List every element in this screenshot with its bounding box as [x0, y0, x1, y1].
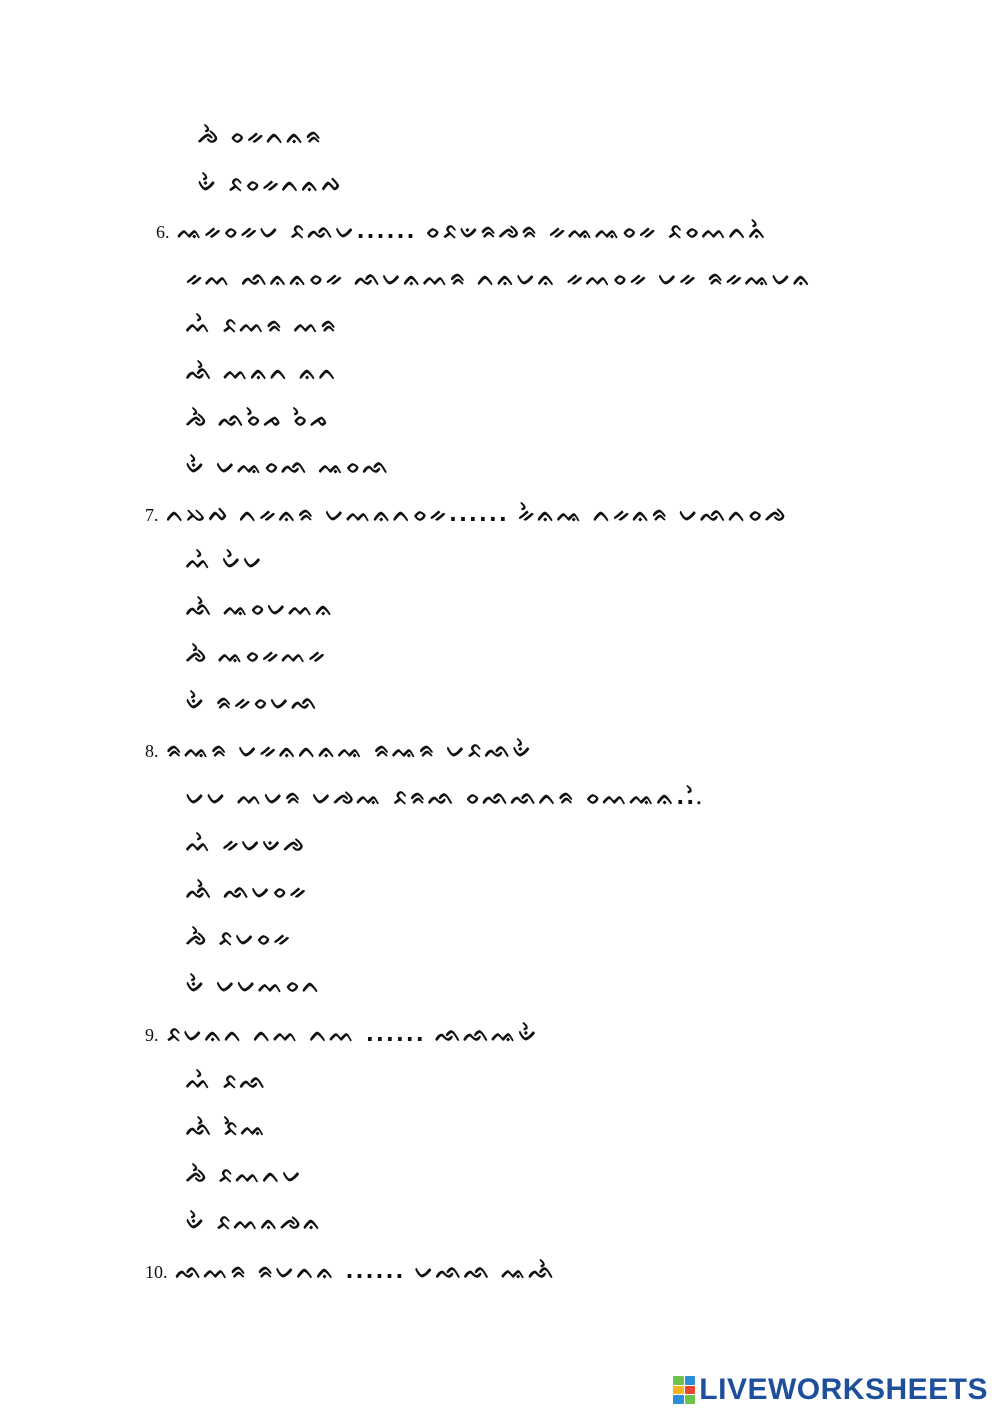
question-8: 8. ᨑᨕᨑ ᨆᨀᨊᨈᨊᨕ ᨑᨕᨑ ᨆᨅᨒᨉᨛ — [145, 738, 534, 762]
logo-text: LIVEWORKSHEETS — [699, 1373, 988, 1406]
answer-option-a-q6: ᨓᨛ ᨅᨓᨑ ᨓᨑ — [186, 313, 339, 337]
answer-option-b-q7: ᨒᨛ ᨕᨔᨆᨓᨊ — [186, 596, 336, 620]
answer-option-d-q6: ᨉᨛ ᨆᨕᨔᨒ ᨕᨔᨒ — [186, 454, 391, 478]
answer-option-a-q9: ᨓᨛ ᨅᨒ — [186, 1069, 268, 1093]
answer-option-c-q6: ᨌᨛ ᨒᨔᨛᨍ ᨔᨛᨍ — [186, 407, 331, 431]
answer-option-a-q8: ᨓᨛ ᨀᨆᨉᨌ — [186, 832, 307, 856]
question-6-continued: ᨀᨓ ᨒᨊᨊᨔᨀ ᨒᨆᨊᨓᨑ ᨈᨊᨆᨊ ᨀᨓᨔᨀ ᨆᨀ ᨑᨀᨕᨆᨊ — [186, 266, 813, 290]
answer-option-d-q9: ᨉᨛ ᨅᨓᨊᨌᨊ — [186, 1210, 323, 1234]
answer-option-a-q7: ᨓᨛ ᨆᨛᨆ — [186, 549, 265, 573]
answer-option-d-q8: ᨉᨛ ᨆᨆᨓᨔᨈ — [186, 973, 323, 997]
question-8-continued: ᨆᨆ ᨓᨆᨑ ᨆᨌᨕ ᨅᨑᨒ ᨔᨒᨒᨈᨑ ᨔᨓᨕᨊ...ᨛ — [186, 785, 704, 809]
answer-option-d-q7: ᨉᨛ ᨑᨀᨔᨆᨒ — [186, 690, 320, 714]
answer-option-d-q5: ᨉᨛ ᨅᨔᨀᨈᨊᨄ — [198, 172, 344, 196]
liveworksheets-logo[interactable] — [673, 1373, 988, 1407]
answer-option-b-q6: ᨒᨛ ᨓᨊᨈ ᨊᨈ — [186, 360, 339, 384]
answer-option-b-q8: ᨒᨛ ᨒᨆᨔᨀ — [186, 879, 309, 903]
answer-option-c-q5: ᨌᨛ ᨔᨀᨈᨊᨑ — [198, 124, 324, 148]
answer-option-b-q9: ᨒᨛ ᨅᨛᨕ — [186, 1116, 268, 1140]
logo-mark-icon — [673, 1376, 695, 1404]
question-7: 7. ᨈᨇᨄ ᨈᨀᨊᨑ ᨆᨓᨊᨈᨔᨀ...... ᨀᨛᨊᨕ ᨈᨀᨊᨑ ᨆᨒᨈᨔᨌ — [145, 502, 789, 526]
question-10: 10. ᨒᨓᨑ ᨑᨆᨈᨊ ...... ᨆᨒᨒ ᨕᨒᨛ — [145, 1259, 557, 1283]
question-9: 9. ᨅᨆᨊᨈ ᨈᨓ ᨈᨓ ...... ᨒᨒᨕᨉᨛ — [145, 1022, 540, 1046]
answer-option-c-q7: ᨌᨛ ᨕᨔᨀᨓᨀ — [186, 643, 328, 667]
answer-option-c-q9: ᨌᨛ ᨅᨓᨈᨆ — [186, 1163, 304, 1187]
answer-option-c-q8: ᨌᨛ ᨅᨆᨔᨀ — [186, 926, 293, 950]
question-6: 6. ᨕᨀᨔᨀᨆ ᨅᨒᨆ...... ᨔᨅᨉᨑᨌᨑ ᨀᨕᨕᨔᨀ ᨅᨔᨓᨈᨊᨛ — [156, 219, 769, 243]
